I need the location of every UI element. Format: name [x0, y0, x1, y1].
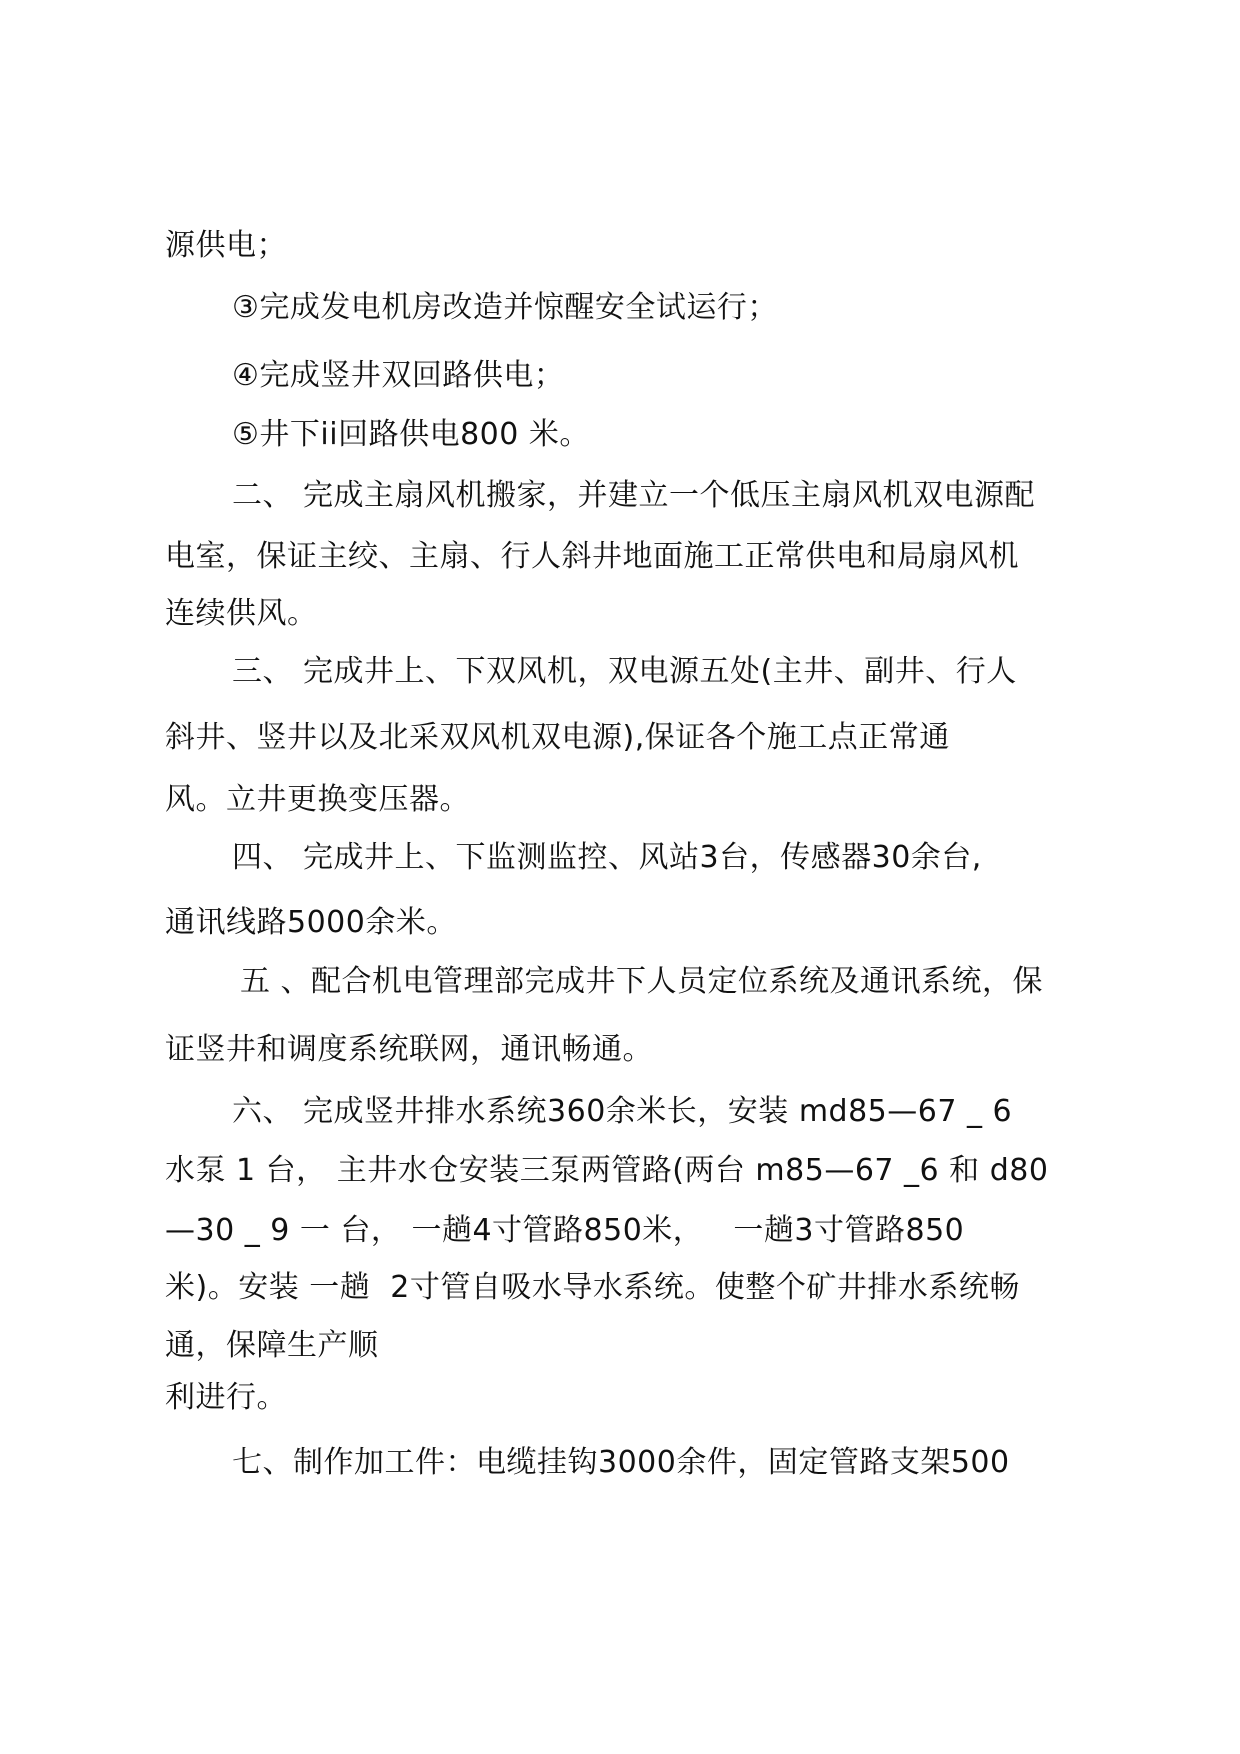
text-line-17: —30 _ 9 一 台， 一趟4寸管路850米， 一趟3寸管路850 — [165, 1213, 965, 1248]
text-line-7: 连续供风。 — [165, 596, 318, 631]
text-line-20: 利进行。 — [165, 1380, 287, 1415]
text-line-8: 三、 完成井上、下双风机，双电源五处(主井、副井、行人 — [232, 654, 1017, 689]
text-line-11: 四、 完成井上、下监测监控、风站3台，传感器30余台, — [232, 840, 982, 875]
text-line-15: 六、 完成竖井排水系统360余米长，安装 md85—67 _ 6 — [232, 1094, 1013, 1129]
text-line-5: 二、 完成主扇风机搬家，并建立一个低压主扇风机双电源配 — [232, 478, 1036, 513]
text-line-18: 米)。安装 一趟 2寸管自吸水导水系统。使整个矿井排水系统畅 — [165, 1270, 1020, 1305]
text-line-3: ④完成竖井双回路供电； — [232, 358, 565, 393]
text-line-19: 通，保障生产顺 — [165, 1328, 379, 1363]
text-line-9: 斜井、竖井以及北采双风机双电源),保证各个施工点正常通 — [165, 720, 950, 755]
text-line-10: 风。立井更换变压器。 — [165, 782, 470, 817]
text-line-16: 水泵 1 台， 主井水仓安装三泵两管路(两台 m85—67 _6 和 d80 — [165, 1153, 1049, 1188]
text-line-1: 源供电； — [165, 228, 287, 263]
text-line-21: 七、制作加工件：电缆挂钩3000余件，固定管路支架500 — [232, 1445, 1010, 1480]
text-line-6: 电室，保证主绞、主扇、行人斜井地面施工正常供电和局扇风机 — [165, 539, 1019, 574]
text-line-14: 证竖井和调度系统联网，通讯畅通。 — [165, 1032, 653, 1067]
text-line-12: 通讯线路5000余米。 — [165, 905, 457, 940]
text-line-2: ③完成发电机房改造并惊醒安全试运行； — [232, 290, 778, 325]
text-line-4: ⑤井下ii回路供电800 米。 — [232, 417, 590, 452]
text-line-13: 五 、配合机电管理部完成井下人员定位系统及通讯系统，保 — [240, 964, 1044, 999]
